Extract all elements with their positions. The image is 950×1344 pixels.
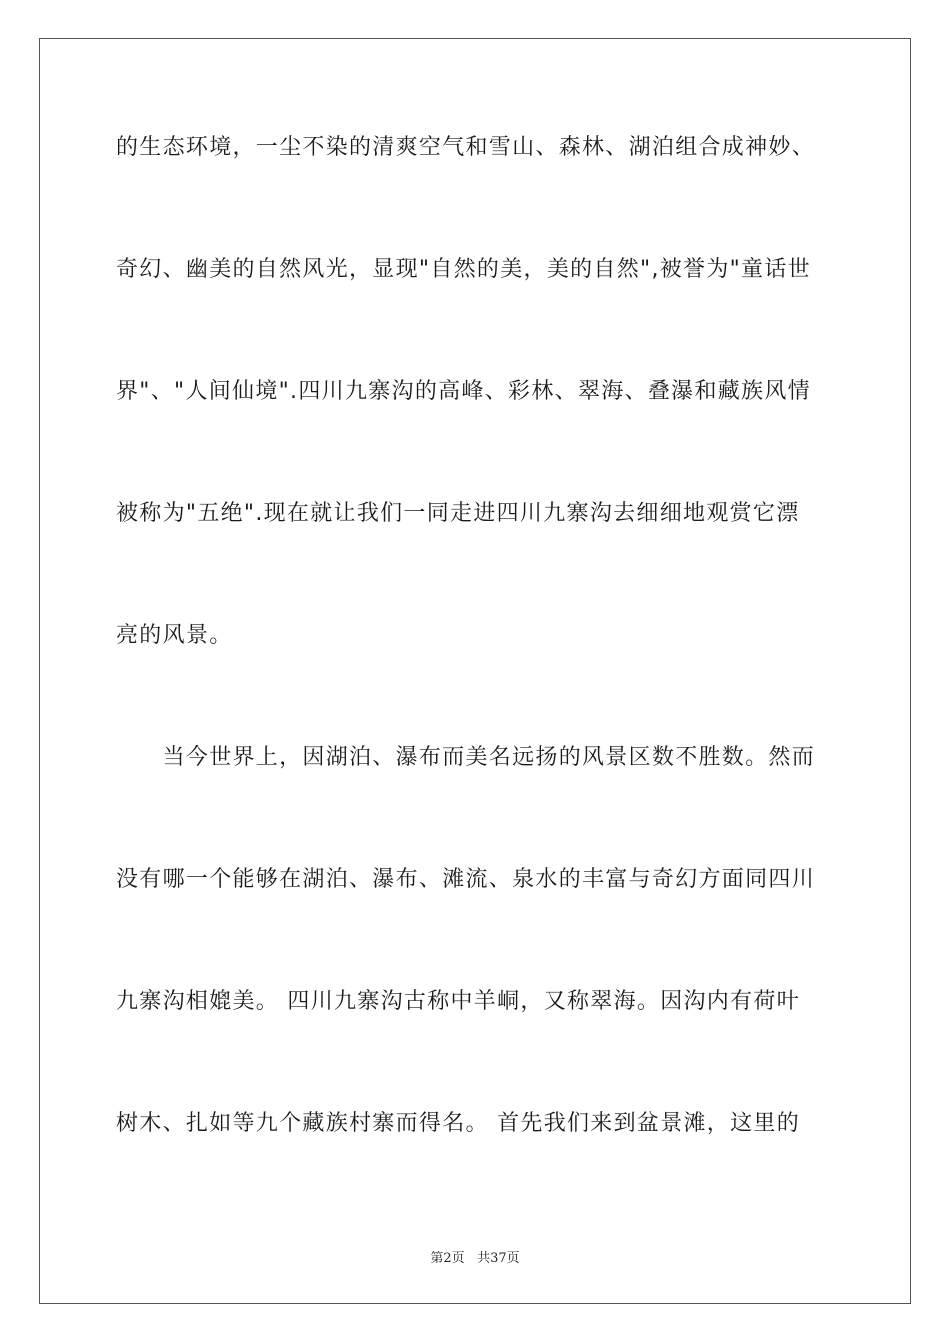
text-line: 九寨沟相媲美。 四川九寨沟古称中羊峒，又称翠海。因沟内有荷叶 [116, 989, 800, 1014]
text-line: 没有哪一个能够在湖泊、瀑布、滩流、泉水的丰富与奇幻方面同四川 [116, 867, 816, 892]
page-total: 共37页 [477, 1251, 520, 1266]
document-body [116, 118, 836, 1216]
text-line: 的生态环境，一尘不染的清爽空气和雪山、森林、湖泊组合成神妙、 [116, 135, 816, 160]
text-line: 当今世界上，因湖泊、瀑布而美名远扬的风景区数不胜数。然而 [116, 745, 816, 770]
text-line: 界"、"人间仙境".四川九寨沟的高峰、彩林、翠海、叠瀑和藏族风情 [116, 379, 811, 404]
text-line: 树木、扎如等九个藏族村寨而得名。 首先我们来到盆景滩，这里的 [116, 1111, 800, 1136]
text-line: 亮的风景。 [116, 623, 233, 648]
page-footer [0, 1247, 950, 1266]
text-line: 奇幻、幽美的自然风光，显现"自然的美，美的自然",被誉为"童话世 [116, 257, 811, 282]
page-number: 第2页 [430, 1251, 465, 1266]
text-line: 被称为"五绝".现在就让我们一同走进四川九寨沟去细细地观赏它漂 [116, 501, 800, 526]
